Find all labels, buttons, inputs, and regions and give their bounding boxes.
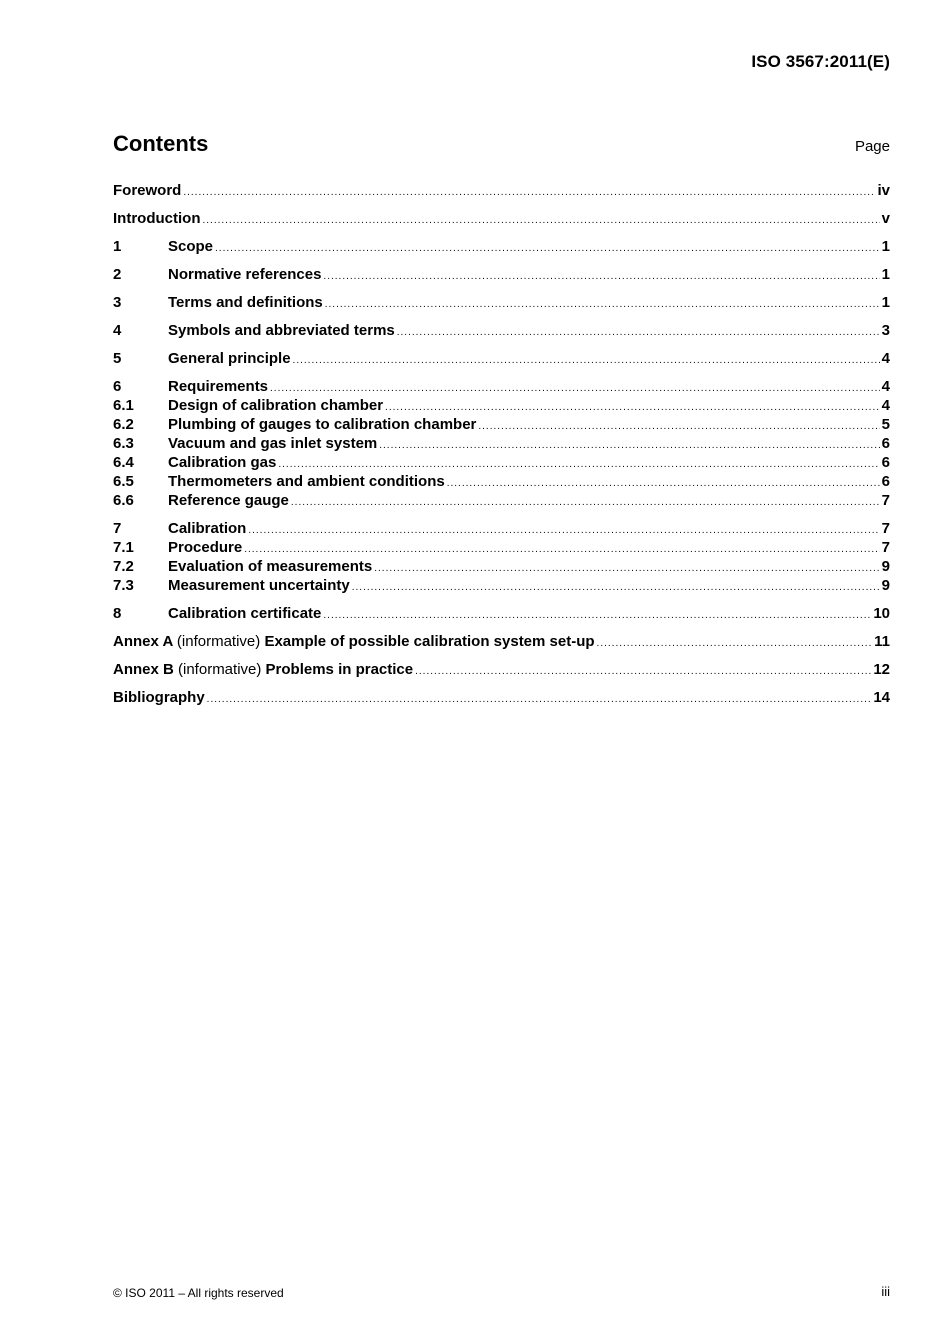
toc-entry-number: 6.3: [113, 435, 134, 452]
toc-entry-title: General principle: [168, 350, 291, 367]
toc-entry-foreword[interactable]: [113, 181, 890, 200]
toc-entry-page: v: [881, 210, 890, 227]
page-column-label: Page: [854, 138, 890, 155]
toc-entry-procedure[interactable]: [113, 538, 890, 557]
toc-entry-number: 8: [113, 605, 122, 622]
toc-entry-page: 1: [881, 238, 890, 255]
toc-entry-number: 5: [113, 350, 122, 367]
toc-entry-evaluation-measurements[interactable]: [113, 557, 890, 576]
dot-leader: [323, 606, 871, 625]
toc-entry-calibration[interactable]: [113, 519, 890, 538]
toc-entry-scope[interactable]: [113, 237, 890, 256]
toc-entry-page: 1: [881, 294, 890, 311]
toc-entry-page: 7: [881, 492, 890, 509]
toc-entry-title: Calibration certificate: [168, 605, 322, 622]
dot-leader: [183, 183, 875, 202]
dot-leader: [397, 323, 880, 342]
page-number: iii: [881, 1284, 890, 1299]
dot-leader: [293, 351, 880, 370]
toc-entry-title: Design of calibration chamber: [168, 397, 384, 414]
toc-entry-number: 6: [113, 378, 122, 395]
toc-entry-number: 3: [113, 294, 122, 311]
toc-entry-title: Foreword: [113, 182, 182, 199]
copyright-notice: © ISO 2011 – All rights reserved: [113, 1286, 284, 1300]
toc-entry-annex-b[interactable]: [113, 660, 890, 679]
toc-entry-number: 6.5: [113, 473, 134, 490]
toc-entry-annex-a[interactable]: [113, 632, 890, 651]
toc-entry-page: 1: [881, 266, 890, 283]
toc-entry-number: 4: [113, 322, 122, 339]
toc-entry-page: 11: [874, 633, 890, 650]
dot-leader: [323, 267, 879, 286]
toc-entry-title: Measurement uncertainty: [168, 577, 350, 594]
toc-entry-number: 1: [113, 238, 122, 255]
toc-entry-page: 6: [881, 473, 890, 490]
toc-entry-page: 7: [881, 539, 890, 556]
toc-entry-terms-definitions[interactable]: [113, 293, 890, 312]
toc-entry-number: 7.2: [113, 558, 134, 575]
toc-entry-title: Requirements: [168, 378, 269, 395]
toc-entry-number: 7: [113, 520, 122, 537]
toc-entry-page: 4: [881, 350, 890, 367]
dot-leader: [415, 662, 871, 681]
toc-entry-title: [113, 660, 413, 679]
dot-leader: [352, 578, 880, 597]
toc-entry-reference-gauge[interactable]: [113, 491, 890, 510]
annex-label: Annex B: [113, 661, 174, 678]
toc-entry-title: Thermometers and ambient conditions: [168, 473, 445, 490]
toc-entry-page: iv: [877, 182, 890, 199]
annex-label: Annex A: [113, 633, 173, 650]
toc-entry-page: 12: [873, 661, 890, 678]
toc-entry-title: Terms and definitions: [168, 294, 323, 311]
toc-entry-page: 9: [881, 558, 890, 575]
toc-entry-plumbing-gauges[interactable]: [113, 415, 890, 434]
dot-leader: [325, 295, 880, 314]
toc-entry-title: Scope: [168, 238, 214, 255]
toc-entry-title: Calibration: [168, 520, 247, 537]
toc-entry-title: [113, 632, 595, 651]
toc-entry-title: Bibliography: [113, 689, 205, 706]
toc-entry-title: Vacuum and gas inlet system: [168, 435, 378, 452]
toc-entry-page: 5: [881, 416, 890, 433]
contents-heading: Contents: [113, 131, 209, 156]
toc-entry-introduction[interactable]: [113, 209, 890, 228]
toc-entry-title: Evaluation of measurements: [168, 558, 373, 575]
toc-entry-title: Normative references: [168, 266, 322, 283]
dot-leader: [248, 521, 879, 540]
annex-title: Problems in practice: [265, 661, 414, 678]
toc-entry-calibration-gas[interactable]: [113, 453, 890, 472]
toc-entry-page: 6: [881, 454, 890, 471]
toc-entry-number: 6.2: [113, 416, 134, 433]
toc-entry-measurement-uncertainty[interactable]: [113, 576, 890, 595]
toc-entry-requirements[interactable]: [113, 377, 890, 396]
annex-note: (informative): [176, 633, 261, 650]
table-of-contents: [113, 181, 890, 707]
toc-entry-page: 6: [881, 435, 890, 452]
toc-entry-page: 7: [881, 520, 890, 537]
annex-note: (informative): [178, 661, 262, 678]
toc-entry-title: Introduction: [113, 210, 201, 227]
toc-entry-title: Procedure: [168, 539, 243, 556]
toc-entry-number: 2: [113, 266, 122, 283]
toc-entry-title: Symbols and abbreviated terms: [168, 322, 395, 339]
toc-entry-normative-references[interactable]: [113, 265, 890, 284]
dot-leader: [215, 239, 880, 258]
toc-entry-page: 10: [873, 605, 890, 622]
dot-leader: [291, 493, 880, 512]
toc-entry-page: 9: [881, 577, 890, 594]
toc-entry-page: 4: [881, 378, 890, 395]
toc-entry-vacuum-gas-inlet[interactable]: [113, 434, 890, 453]
toc-entry-thermometers[interactable]: [113, 472, 890, 491]
dot-leader: [478, 417, 879, 436]
toc-entry-number: 6.1: [113, 397, 134, 414]
toc-entry-page: 4: [881, 397, 890, 414]
dot-leader: [374, 559, 879, 578]
toc-entry-title: Plumbing of gauges to calibration chamber: [168, 416, 477, 433]
toc-entry-number: 7.3: [113, 577, 134, 594]
toc-entry-calibration-certificate[interactable]: [113, 604, 890, 623]
toc-entry-symbols[interactable]: [113, 321, 890, 340]
toc-entry-number: 7.1: [113, 539, 134, 556]
dot-leader: [379, 436, 879, 455]
toc-entry-design-calibration-chamber[interactable]: [113, 396, 890, 415]
toc-entry-page: 3: [881, 322, 890, 339]
annex-title: Example of possible calibration system set-up: [264, 633, 595, 650]
toc-entry-title: Reference gauge: [168, 492, 289, 509]
toc-entry-title: Calibration gas: [168, 454, 277, 471]
dot-leader: [447, 474, 880, 493]
toc-entry-number: 6.6: [113, 492, 134, 509]
toc-entry-page: 14: [873, 689, 890, 706]
toc-entry-bibliography[interactable]: [113, 688, 890, 707]
dot-leader: [202, 211, 879, 230]
dot-leader: [597, 634, 873, 653]
dot-leader: [207, 690, 872, 709]
toc-entry-number: 6.4: [113, 454, 134, 471]
toc-entry-general-principle[interactable]: [113, 349, 890, 368]
document-reference: ISO 3567:2011(E): [751, 52, 890, 71]
